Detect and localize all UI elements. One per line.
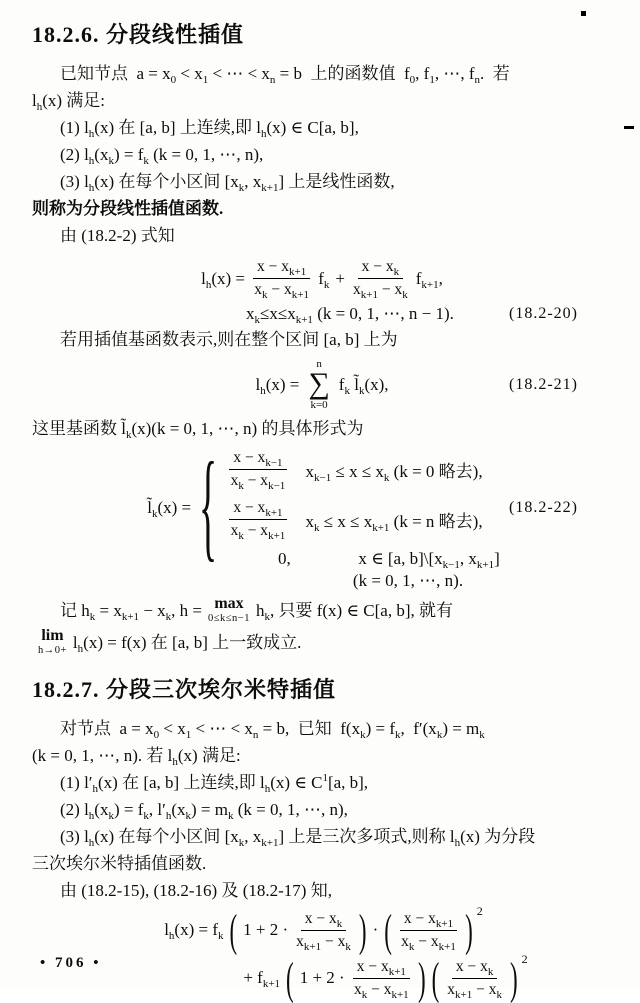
lim-word: lim	[41, 627, 64, 645]
fraction-denominator: $x_k - x_{k+1}$	[254, 281, 309, 302]
sum-symbol: ∑	[308, 367, 330, 401]
sum-upper-limit: n	[316, 358, 322, 371]
s2-condition-3-line-1: (3) $l_h(x)$ 在每个小区间 [$x_k$, $x_{k+1}$] 上是三次多项式,则称 $l_h(x)$ 为分段	[60, 826, 536, 849]
s1-condition-3: (3) $l_h(x)$ 在每个小区间 [$x_k$, $x_{k+1}$] 上是线性函数,	[60, 172, 395, 194]
max-word: max	[214, 595, 244, 613]
close-paren: )	[417, 953, 426, 1003]
hermite-lhs: $l_h(x) = f_k$	[164, 920, 224, 943]
equation-label-18-2-21: (18.2-21)	[509, 375, 578, 393]
eq21-lhs: $l_h(x)$ =	[255, 374, 300, 397]
equation-18-2-20	[32, 257, 612, 327]
s2-by-formula-line: 由 (18.2-15), (18.2-16) 及 (18.2-17) 知,	[60, 880, 332, 900]
s1-basis-intro-line: 若用插值基函数表示,则在整个区间 [a, b] 上为	[60, 330, 398, 350]
eq20-lhs: $l_h(x)$ =	[201, 268, 246, 291]
s1-definition-line: 则称为分段线性插值函数.	[32, 199, 224, 218]
eq20-term-1: $f_k$	[318, 268, 330, 291]
hermite-lhs-2: + $f_{k+1}$	[243, 968, 281, 991]
fraction-denominator: $x_{k+1} - x_k$	[296, 932, 351, 953]
case3-value: 0,	[277, 548, 291, 568]
hermite-equation-line-2	[32, 951, 612, 1003]
s1-mesh-size-line	[32, 595, 612, 627]
left-brace: {	[199, 441, 218, 575]
close-paren: )	[510, 953, 518, 1003]
eq21-rhs: $f_k$ $l̃_k(x)$,	[338, 374, 389, 397]
sum-lower-limit: k=0	[310, 398, 328, 411]
eq22-index-range: (k = 0, 1, ⋯, n).	[352, 570, 464, 590]
s1-condition-1: (1) $l_h(x)$ 在 [a, b] 上连续,即 $l_h(x)$ ∈ C[a, b],	[60, 118, 359, 140]
exponent: 2	[476, 903, 483, 918]
case2-fraction	[229, 498, 286, 541]
s2-intro-line-2: (k = 0, 1, ⋯, n). 若 $l_h(x)$ 满足:	[32, 745, 241, 768]
close-paren: )	[358, 905, 367, 956]
fraction-denominator: $x_k - x_{k+1}$	[230, 522, 286, 543]
eq20-term-2: $f_{k+1}$,	[415, 268, 443, 291]
page-number: • 706 •	[40, 955, 102, 971]
s1-intro-line-1: 已知节点 $a = x_0 < x_1$ < ⋯ < $x_n = b$ 上的函数值 $f_0$, $f_1$, ⋯, $f_n$. 若	[60, 64, 510, 86]
max-subscript: 0≤k≤n−1	[208, 613, 250, 625]
hermite-pre-1: 1 + 2 ·	[243, 920, 289, 940]
fraction-denominator: $x_{k+1} - x_k$	[353, 281, 408, 302]
case3-condition: x ∈ [a, $b]\backslash[x_{k-1}$, $x_{k+1}$]	[358, 548, 500, 571]
fraction-numerator: $x - x_k$	[358, 257, 404, 279]
fraction-denominator: $x_{k+1} - x_k$	[447, 980, 502, 1001]
fraction-numerator: $x - x_{k+1}$	[400, 909, 457, 931]
equation-18-2-21	[32, 358, 612, 411]
max-operator	[208, 596, 250, 624]
scan-artifact-dash	[624, 126, 634, 129]
exponent: 2	[521, 951, 528, 966]
eq22-case-3	[224, 549, 499, 569]
close-paren: )	[465, 905, 473, 956]
eq20-fraction-1	[253, 257, 310, 300]
hermite-line-2-group	[240, 951, 528, 1003]
mesh-size-text-b: $h_k$, 只要 f(x) ∈ C[a, b], 就有	[255, 601, 453, 624]
s1-limit-line	[32, 627, 612, 659]
case1-condition: $x_{k-1} \le x \le x_k$ (k = 0 略去),	[305, 462, 483, 485]
eq22-cases	[224, 448, 499, 569]
fraction-numerator: $x - x_{k+1}$	[353, 957, 410, 979]
fraction-denominator: $x_k - x_{k+1}$	[401, 932, 456, 953]
case1-fraction	[229, 448, 286, 491]
multiplication-dot: ·	[372, 920, 379, 940]
eq20-condition: $x_k\le x\le x_{k+1}$ (k = 0, 1, ⋯, n − 1).	[246, 304, 454, 327]
open-paren: (	[286, 953, 294, 1003]
hermite-fraction-4	[447, 957, 502, 1000]
open-paren: (	[384, 905, 392, 956]
s2-condition-1: (1) $l'_h(x)$ 在 [a, b] 上连续,即 $l_h(x)$ ∈ $C^1[a$, b],	[60, 771, 369, 795]
section-heading-18-2-6: 18.2.6. 分段线性插值	[32, 22, 245, 47]
hermite-pre-2: 1 + 2 ·	[299, 968, 345, 988]
s1-intro-line-2: $l_h(x)$ 满足:	[32, 91, 106, 113]
equation-18-2-22	[32, 441, 612, 575]
fraction-numerator: $x - x_k$	[301, 909, 347, 931]
fraction-denominator: $x_k - x_{k+1}$	[353, 980, 409, 1001]
eq22-case-2	[224, 498, 499, 541]
fraction-denominator: $x_k - x_{k-1}$	[230, 472, 286, 493]
eq20-main-row	[32, 257, 612, 300]
plus-sign: +	[335, 268, 346, 288]
s2-condition-3-line-2: 三次埃尔米特插值函数.	[32, 853, 207, 873]
s1-basis-function-line: 这里基函数 $l̃_k(x)(k = 0$, 1, ⋯, n) 的具体形式为	[32, 418, 364, 441]
fraction-numerator: $x - x_{k+1}$	[253, 257, 310, 279]
eq22-lhs: $l̃_k(x)$ =	[147, 498, 192, 521]
section-heading-18-2-7: 18.2.7. 分段三次埃尔米特插值	[32, 676, 337, 702]
scan-artifact-dot	[581, 11, 586, 16]
lim-operator	[38, 628, 67, 656]
fraction-numerator: $x - x_k$	[452, 957, 498, 979]
mesh-size-text-a: 记 $h_k = x_{k+1} - x_k$, h =	[60, 601, 202, 624]
summation-operator	[308, 358, 329, 411]
eq22-index-range-row	[32, 571, 612, 591]
case2-condition: $x_k \le x \le x_{k+1}$ (k = n 略去),	[305, 512, 483, 535]
limit-statement: $l_h(x) = f(x)$ 在 [a, b] 上一致成立.	[72, 633, 302, 656]
lim-subscript: h→0+	[38, 645, 67, 657]
s2-intro-line-1: 对节点 $a = x_0 < x_1$ < ⋯ < $x_n = b$, 已知 $f(x_k) = f_k$, $f'(x_k) = m_k$	[60, 718, 485, 741]
equation-label-18-2-20: (18.2-20)	[509, 305, 578, 323]
s1-condition-2: (2) $l_h(x_k) = f_k$ (k = 0, 1, ⋯, n),	[60, 145, 264, 167]
fraction-numerator: $x - x_{k-1}$	[229, 448, 286, 470]
eq22-case-1	[224, 448, 499, 491]
equation-label-18-2-22: (18.2-22)	[509, 499, 578, 517]
open-paren: (	[229, 905, 238, 956]
hermite-fraction-1	[296, 909, 351, 952]
hermite-equation-line-1	[32, 903, 612, 956]
eq20-condition-row	[32, 304, 612, 327]
open-paren: (	[431, 953, 440, 1003]
hermite-fraction-2	[400, 909, 457, 952]
hermite-fraction-3	[353, 957, 410, 1000]
fraction-numerator: $x - x_{k+1}$	[229, 498, 286, 520]
s2-condition-2: (2) $l_h(x_k) = f_k$, $l'_h(x_k) = m_k$ (k = 0, 1, ⋯, n),	[60, 799, 348, 822]
eq20-fraction-2	[353, 257, 408, 300]
s1-by-formula-line: 由 (18.2-2) 式知	[60, 226, 175, 245]
